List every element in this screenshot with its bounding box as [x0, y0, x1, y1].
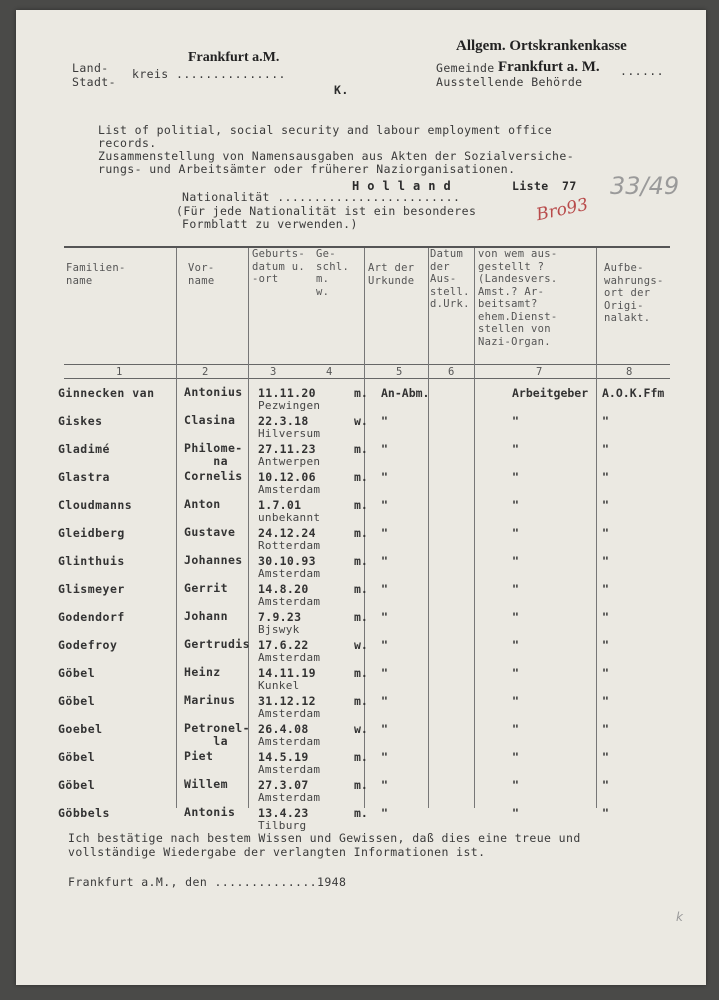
cell-sex: m. [354, 694, 368, 708]
cell-place: Rotterdam [258, 539, 321, 552]
cell-date: 27.3.07 [258, 778, 309, 792]
cell-first: Marinus [184, 693, 236, 707]
pencil-number-mark: 33/49 [610, 172, 680, 200]
cell-first: Johannes [184, 553, 243, 567]
cell-art: " [381, 526, 388, 540]
cell-first: Gustave [184, 525, 236, 539]
header-datum: Datum der Aus- stell. d.Urk. [430, 248, 470, 310]
cell-place: Antwerpen [258, 455, 321, 468]
document-sheet [16, 10, 706, 985]
table-number-separator [64, 378, 670, 379]
cell-name: Göbbels [58, 806, 110, 820]
cell-kept: " [602, 610, 609, 624]
cell-name: Göbel [58, 694, 96, 708]
cell-art: " [381, 778, 388, 792]
cell-by: " [512, 750, 519, 764]
cell-date: 31.12.12 [258, 694, 316, 708]
cell-date: 26.4.08 [258, 722, 309, 736]
cell-by: Arbeitgeber [512, 386, 589, 400]
cell-by: " [512, 470, 519, 484]
cell-date: 7.9.23 [258, 610, 302, 624]
cell-first: Heinz [184, 665, 221, 679]
cell-by: " [512, 778, 519, 792]
gemeinde-dots: ...... [620, 64, 664, 78]
header-geschlecht: Ge- schl. m. w. [316, 248, 350, 298]
cell-by: " [512, 694, 519, 708]
col-divider-4 [428, 248, 429, 808]
cell-name: Glinthuis [58, 554, 125, 568]
cell-kept: " [602, 778, 609, 792]
cell-by: " [512, 806, 519, 820]
cell-sex: m. [354, 554, 368, 568]
cell-place: Tilburg [258, 819, 307, 832]
cell-by: " [512, 722, 519, 736]
cell-sex: w. [354, 722, 368, 736]
cell-place: Kunkel [258, 679, 300, 692]
cell-place: Amsterdam [258, 651, 321, 664]
cell-by: " [512, 554, 519, 568]
footer-line2: vollständige Wiedergabe der verlangten Informationen ist. [68, 845, 486, 859]
nationality-value: H o l l a n d [352, 179, 452, 193]
cell-place: unbekannt [258, 511, 321, 524]
cell-kept: " [602, 722, 609, 736]
title-line2: records. [98, 136, 157, 150]
cell-kept: " [602, 582, 609, 596]
footer-place-date: Frankfurt a.M., den ..............1948 [68, 875, 347, 889]
cell-art: " [381, 498, 388, 512]
cell-place: Bjswyk [258, 623, 300, 636]
cell-name: Glastra [58, 470, 110, 484]
cell-name: Gleidberg [58, 526, 125, 540]
cell-place: Amsterdam [258, 735, 321, 748]
cell-name: Godefroy [58, 638, 118, 652]
cell-art: " [381, 582, 388, 596]
cell-by: " [512, 498, 519, 512]
cell-sex: w. [354, 638, 368, 652]
cell-sex: m. [354, 498, 368, 512]
cell-first: Philome- na [184, 441, 243, 468]
col-number-1: 1 [116, 366, 123, 378]
cell-art: " [381, 470, 388, 484]
gemeinde-label: Gemeinde [436, 61, 495, 75]
cell-first: Johann [184, 609, 228, 623]
cell-by: " [512, 610, 519, 624]
cell-name: Göbel [58, 750, 96, 764]
table-top-border [64, 246, 670, 248]
kreis-label: kreis [132, 67, 169, 81]
cell-place: Amsterdam [258, 483, 321, 496]
cell-kept: " [602, 750, 609, 764]
cell-first: Antonis [184, 805, 236, 819]
cell-first: Petronel- la [184, 721, 250, 748]
cell-sex: m. [354, 806, 368, 820]
col-number-2: 2 [202, 366, 209, 378]
liste-label: Liste [512, 179, 549, 193]
cell-name: Göbel [58, 666, 96, 680]
col-number-6: 6 [448, 366, 455, 378]
cell-place: Hilversum [258, 427, 321, 440]
cell-art: " [381, 694, 388, 708]
cell-place: Amsterdam [258, 567, 321, 580]
cell-first: Anton [184, 497, 221, 511]
cell-date: 30.10.93 [258, 554, 316, 568]
nationality-label: Nationalität ......................... [182, 190, 461, 204]
cell-date: 17.6.22 [258, 638, 309, 652]
cell-kept: " [602, 498, 609, 512]
cell-art: " [381, 666, 388, 680]
cell-by: " [512, 414, 519, 428]
cell-date: 11.11.20 [258, 386, 316, 400]
cell-kept: " [602, 526, 609, 540]
cell-sex: m. [354, 778, 368, 792]
title-line4: rungs- und Arbeitsämter oder früherer Naziorganisationen. [98, 162, 516, 176]
cell-sex: m. [354, 750, 368, 764]
cell-by: " [512, 526, 519, 540]
footer-line1: Ich bestätige nach bestem Wissen und Gewissen, daß dies eine treue und [68, 831, 581, 845]
cell-kept: " [602, 470, 609, 484]
cell-date: 14.5.19 [258, 750, 309, 764]
col-divider-6 [596, 248, 597, 808]
cell-name: Giskes [58, 414, 103, 428]
cell-by: " [512, 442, 519, 456]
cell-kept: " [602, 806, 609, 820]
cell-sex: m. [354, 442, 368, 456]
cell-first: Piet [184, 749, 214, 763]
cell-place: Amsterdam [258, 763, 321, 776]
cell-kept: " [602, 442, 609, 456]
table-header-separator [64, 364, 670, 365]
cell-date: 27.11.23 [258, 442, 316, 456]
cell-first: Gerrit [184, 581, 228, 595]
cell-date: 14.8.20 [258, 582, 309, 596]
cell-art: " [381, 414, 388, 428]
cell-art: " [381, 554, 388, 568]
cell-date: 14.11.19 [258, 666, 316, 680]
header-familienname: Familien- name [66, 262, 126, 287]
cell-art: " [381, 806, 388, 820]
col-number-7: 7 [536, 366, 543, 378]
cell-art: " [381, 638, 388, 652]
header-vorname: Vor- name [188, 262, 215, 287]
cell-name: Cloudmanns [58, 498, 133, 512]
col-divider-5 [474, 248, 475, 808]
cell-place: Amsterdam [258, 791, 321, 804]
header-ausgestellt: von wem aus- gestellt ? (Landesvers. Amst.? Ar- beitsamt? ehem.Dienst- stellen von Nazi-Organ. [478, 248, 558, 348]
header-art: Art der Urkunde [368, 262, 415, 287]
header-aufbewahrung: Aufbe- wahrungs- ort der Origi- nalakt. [604, 262, 664, 324]
kasse-stamp-line1: Allgem. Ortskrankenkasse [456, 38, 627, 54]
cell-sex: m. [354, 666, 368, 680]
cell-first: Willem [184, 777, 228, 791]
cell-sex: w. [354, 414, 368, 428]
liste-number: 77 [562, 179, 577, 193]
cell-first: Antonius [184, 385, 243, 399]
cell-sex: m. [354, 470, 368, 484]
cell-kept: " [602, 554, 609, 568]
cell-name: Glismeyer [58, 582, 125, 596]
cell-kept: " [602, 414, 609, 428]
cell-art: " [381, 610, 388, 624]
kreis-stamp: Frankfurt a.M. [188, 50, 280, 65]
cell-place: Amsterdam [258, 707, 321, 720]
cell-by: " [512, 666, 519, 680]
cell-kept: " [602, 694, 609, 708]
cell-name: Goebel [58, 722, 103, 736]
col-number-4: 4 [326, 366, 333, 378]
cell-name: Godendorf [58, 610, 125, 624]
cell-place: Amsterdam [258, 595, 321, 608]
col-number-3: 3 [270, 366, 277, 378]
cell-date: 22.3.18 [258, 414, 309, 428]
cell-name: Gladimé [58, 442, 110, 456]
cell-date: 1.7.01 [258, 498, 302, 512]
cell-art: An-Abm. [381, 386, 430, 400]
nationality-note-line2: Formblatt zu verwenden.) [182, 217, 358, 231]
cell-date: 13.4.23 [258, 806, 309, 820]
k-letter: K. [334, 83, 349, 97]
cell-first: Cornelis [184, 469, 243, 483]
cell-first: Clasina [184, 413, 236, 427]
kreis-dots: ............... [176, 67, 286, 81]
land-label: Land- [72, 61, 109, 75]
cell-sex: m. [354, 582, 368, 596]
nationality-note-line1: (Für jede Nationalität ist ein besonderes [176, 204, 477, 218]
cell-name: Ginnecken van [58, 386, 155, 400]
cell-art: " [381, 750, 388, 764]
stadt-label: Stadt- [72, 75, 116, 89]
cell-kept: A.O.K.Ffm [602, 386, 665, 400]
title-line1: List of politial, social security and labour employment office [98, 123, 553, 137]
kasse-stamp-line2: Frankfurt a. M. [498, 59, 600, 75]
header-geburtsdatum: Geburts- datum u. -ort [252, 248, 305, 285]
cell-sex: m. [354, 386, 368, 400]
cell-date: 10.12.06 [258, 470, 316, 484]
cell-art: " [381, 442, 388, 456]
col-number-5: 5 [396, 366, 403, 378]
col-number-8: 8 [626, 366, 633, 378]
ausstellende-label: Ausstellende Behörde [436, 75, 583, 89]
cell-kept: " [602, 638, 609, 652]
cell-art: " [381, 722, 388, 736]
red-handwritten-mark: Bro93 [534, 194, 591, 226]
cell-kept: " [602, 666, 609, 680]
col-divider-1 [176, 248, 177, 808]
cell-by: " [512, 582, 519, 596]
title-line3: Zusammenstellung von Namensausgaben aus Akten der Sozialversiche- [98, 149, 575, 163]
cell-sex: m. [354, 526, 368, 540]
cell-date: 24.12.24 [258, 526, 316, 540]
corner-pencil-mark: k [676, 910, 683, 924]
cell-sex: m. [354, 610, 368, 624]
cell-first: Gertrudis [184, 637, 250, 651]
cell-place: Pezwingen [258, 399, 321, 412]
cell-by: " [512, 638, 519, 652]
cell-name: Göbel [58, 778, 96, 792]
